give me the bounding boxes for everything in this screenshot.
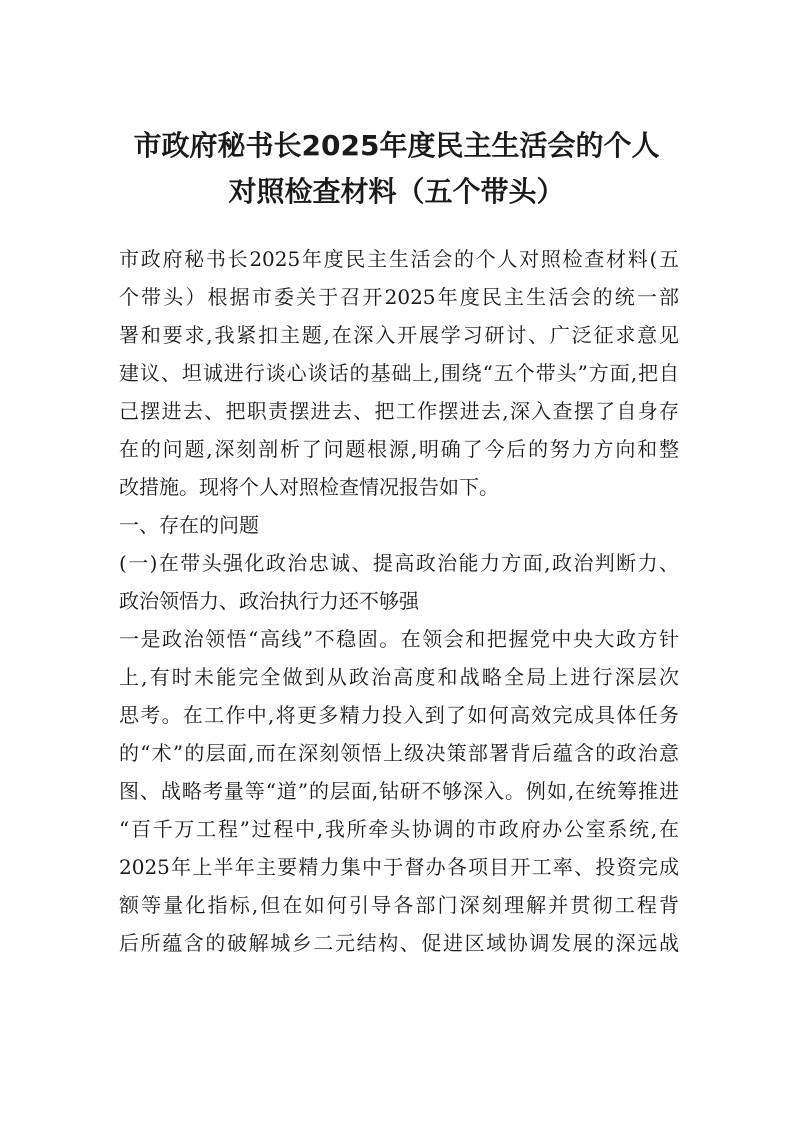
body-line: 的“术”的层面,而在深刻领悟上级决策部署背后蕴含的政治意 [119, 741, 679, 765]
body-line: 一是政治领悟“高线”不稳固。在领会和把握党中央大政方针 [119, 627, 679, 651]
subsection-heading: (一)在带头强化政治忠诚、提高政治能力方面,政治判断力、 [119, 551, 679, 575]
body-line: 己摆进去、把职责摆进去、把工作摆进去,深入查摆了自身存 [119, 399, 679, 423]
body-line: 在的问题,深刻剖析了问题根源,明确了今后的努力方向和整 [119, 437, 679, 461]
document-title-line-2: 对照检查材料（五个带头） [228, 175, 565, 208]
body-line: 署和要求,我紧扣主题,在深入开展学习研讨、广泛征求意见 [119, 323, 679, 347]
body-line: 额等量化指标,但在如何引导各部门深刻理解并贯彻工程背 [119, 893, 679, 917]
body-line: “百千万工程”过程中,我所牵头协调的市政府办公室系统,在 [119, 817, 679, 841]
body-line: 图、战略考量等“道”的层面,钻研不够深入。例如,在统筹推进 [119, 779, 679, 803]
body-line: 2025年上半年主要精力集中于督办各项目开工率、投资完成 [119, 855, 679, 879]
body-line: 后所蕴含的破解城乡二元结构、促进区域协调发展的深远战 [119, 931, 679, 955]
body-line: 市政府秘书长2025年度民主生活会的个人对照检查材料(五 [119, 247, 679, 271]
section-heading: 一、存在的问题 [119, 513, 259, 537]
body-line: 改措施。现将个人对照检查情况报告如下。 [119, 475, 499, 499]
subsection-heading: 政治领悟力、政治执行力还不够强 [119, 589, 419, 613]
body-line: 思考。在工作中,将更多精力投入到了如何高效完成具体任务 [119, 703, 679, 727]
document-title-line-1: 市政府秘书长2025年度民主生活会的个人 [133, 129, 660, 162]
body-line: 上,有时未能完全做到从政治高度和战略全局上进行深层次 [119, 665, 679, 689]
body-line: 个带头）根据市委关于召开2025年度民主生活会的统一部 [119, 285, 679, 309]
body-line: 建议、坦诚进行谈心谈话的基础上,围绕“五个带头”方面,把自 [119, 361, 679, 385]
